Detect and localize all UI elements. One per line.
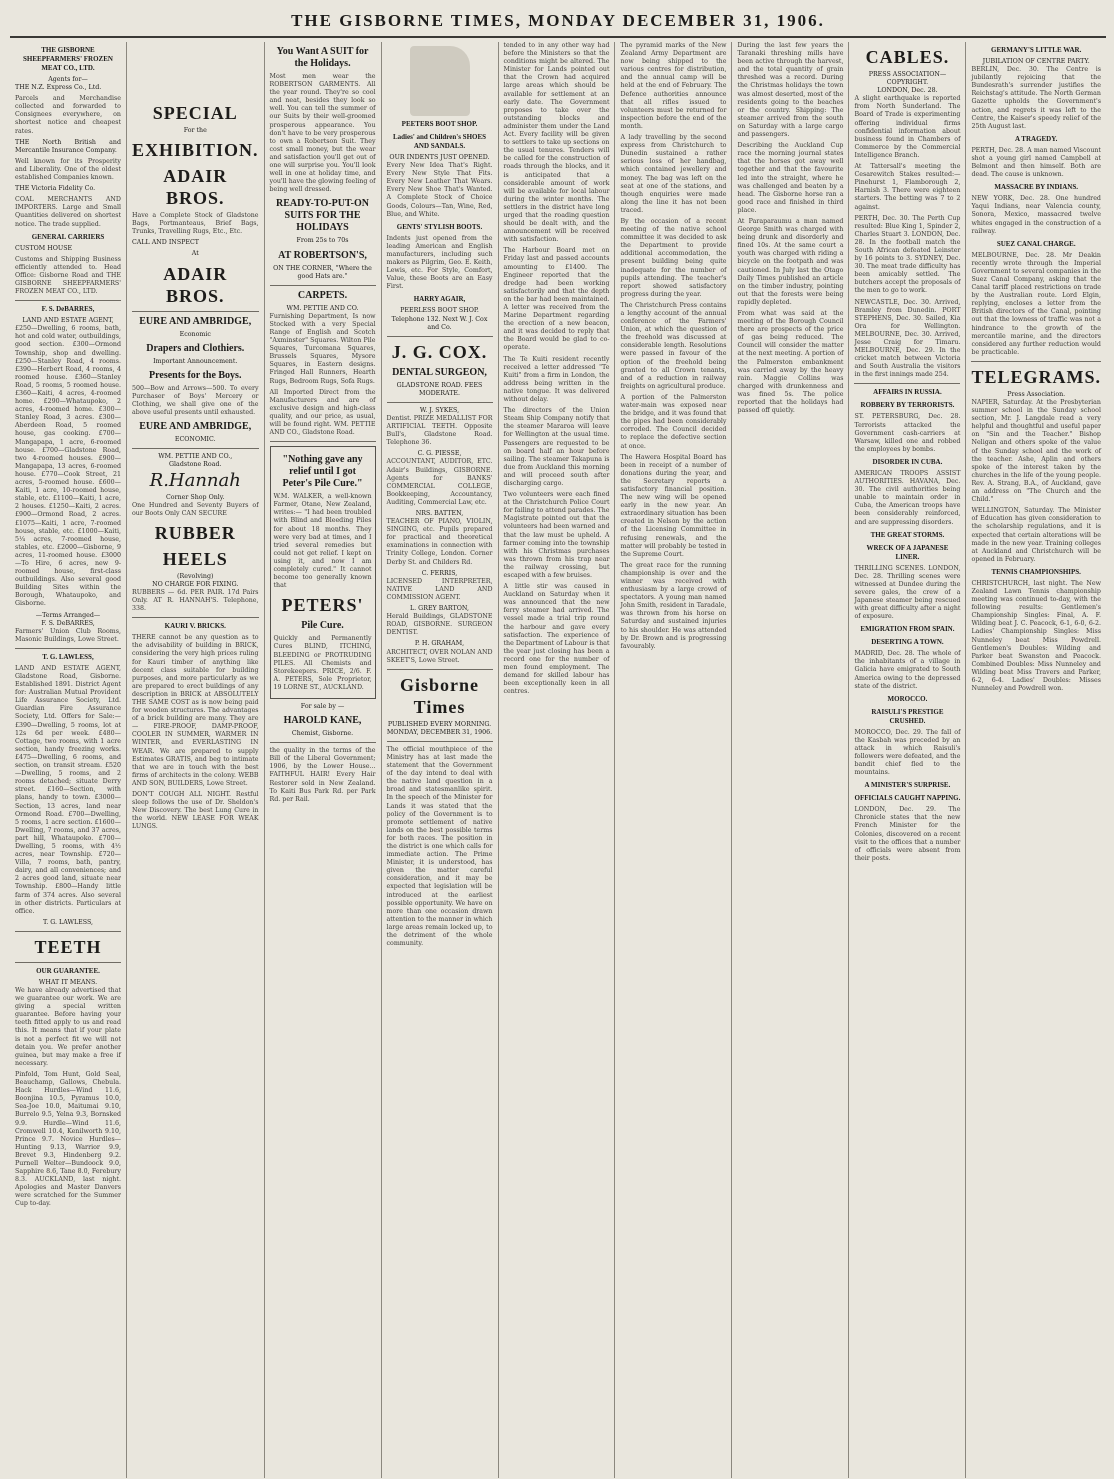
columns [10, 42, 1106, 1478]
heading-teeth: TEETH [34, 936, 102, 957]
column-8 [849, 42, 966, 1478]
cable-text: MADRID, Dec. 28. The whole of the inhabitants of a village in Galicia have emigrated to South America owing to the depressed state of the district. [854, 650, 961, 690]
heading-presents: Presents for the Boys. [149, 369, 242, 381]
editorial-text: The official mouthpiece of the Ministry has at last made the statement that the Government of the day intend to deal with the native land question in a broad and statesmanlike spirit. In the speech of the Minister for Lands it was stated that the policy of the Government is to promote settlement of native lands on the best possible terms for both races. The position in the district is one which calls for immediate action. The Prime Minister, it is understood, has given the matter careful consideration, and it may be expected that legislation will be introduced at the earliest possible opportunity. We have on more than one occasion drawn attention to the manner in which large areas remain locked up, to the detriment of the whole community. [386, 745, 493, 948]
economic: ECONOMIC. [174, 436, 216, 444]
divider [15, 648, 121, 649]
heading-telegrams: TELEGRAMS. [971, 366, 1101, 387]
economic: Economic [179, 330, 211, 338]
divider [132, 448, 259, 449]
heading-boot-shop: PEETERS BOOT SHOP. [401, 120, 478, 128]
heading-deserting: DESERTING A TOWN. [871, 638, 944, 647]
peerless: PEERLESS BOOT SHOP. Telephone 132. Next W. J. Cox and Co. [391, 307, 488, 331]
barton: L. GREY BARTON, [410, 605, 469, 613]
sykes: W. J. SYKES, [419, 406, 460, 414]
for-sale: For sale by — [300, 702, 345, 710]
land-agent: LAND AND ESTATE AGENT, [22, 317, 114, 325]
heading-tragedy: A TRAGEDY. [1015, 134, 1058, 143]
heading-raisuli: RAISULI'S PRESTIGE CRUSHED. [871, 707, 944, 725]
divider [387, 336, 493, 337]
cable-text: PERTH, Dec. 28. A man named Viscount shot a young girl named Campbell at Belmont and then himself. Both are dead. The cause is unknown. [971, 146, 1101, 179]
heading-minister: A MINISTER'S SURPRISE. [864, 781, 951, 790]
boot-illustration [410, 46, 470, 116]
news-text: The Christchurch Press contains a lengthy account of the annual conference of the Farmers' Union, at which the question of the freehold was discussed at considerable length. Resolutions were passed in favour of the option of the freehold being granted to all Crown tenants, and of a reduction in railway freights on agricultural produce. [620, 301, 727, 390]
filler-text: Well known for its Prosperity and Liberality. One of the oldest established Companies known. [15, 157, 121, 182]
column-3 [265, 42, 382, 1478]
terms: —Terms Arranged— [35, 611, 101, 619]
heading-general-carriers: GENERAL CARRIERS [31, 232, 105, 241]
heading-suez: SUEZ CANAL CHARGE. [996, 239, 1076, 248]
divider [387, 669, 493, 670]
filler-text: LICENSED INTERPRETER, NATIVE LAND AND COMMISSION AGENT. [386, 577, 493, 601]
cable-text: A slight earthquake is reported from North Sunderland. The Board of Trade is experimenting offering individual firms confidential information about business found in Chambers of Commerce by the Commercial Intelligence Branch. [854, 95, 961, 159]
news-text: By the occasion of a recent meeting of the native school committee it was decided to ask the Department to provide additional accommodation, the present building being quite inadequate for the number of pupils attending. The teacher's report showed satisfactory progress during the year. [620, 217, 727, 298]
filler-text: Every New Idea That's Right. Every New Style That Fits. Every New Leather That Wears. Every New Shoe That's Wanted. A Complete Stock of Choice Goods, Colours—Tan, Wine, Red, Blue, and White. [386, 162, 493, 218]
news-text: The directors of the Union Steam Ship Company notify that the steamer Mararoa will leave for Wellington at the usual time. Passengers are requested to be on board half an hour before sailing. The steamer Takapuna is due from Auckland this morning and will proceed south after discharging cargo. [503, 407, 610, 487]
custom-house: CUSTOM HOUSE [15, 244, 73, 252]
cable-text: NAPIER, Saturday. At the Presbyterian summer school in the Sunday school section, Mr. J. Langdale read a very helpful and thoughtful and useful paper on "Sin and the Teacher." Bishop Neligan and others spoke of the value of the Sunday school and the work of the teacher. Ashe, Aplin and others spoke of the interest taken by the churches in the life of the young people. Rev. A. Strang, B.A., of Auckland, gave an address on "The Church and the Child." [971, 399, 1101, 504]
heading-adair: ADAIR BROS. [163, 166, 228, 209]
heading-germany: GERMANY'S LITTLE WAR. [991, 46, 1082, 54]
heading-massacre: MASSACRE BY INDIANS. [994, 183, 1078, 192]
batten: NRS. BATTEN, [415, 510, 464, 517]
wm-pettie: WM. PETTIE AND CO., [158, 453, 233, 461]
heading-eure: EURE AND AMBRIDGE, [139, 315, 252, 327]
heading-dental: DENTAL SURGEON, [392, 366, 487, 378]
agent-item: THE Victoria Fidelity Co. [15, 185, 96, 193]
heading-guarantee: OUR GUARANTEE. [36, 966, 100, 975]
heading-heels: HEELS [162, 548, 228, 569]
filler-text: Indents just opened from the leading American and English manufacturers, including such makers as Pilgrim, Geo. E. Keith, Lewis, etc. For Style, Comfort, Value, these Boots are an Easy First. [386, 234, 493, 291]
gladstone-road: GLADSTONE ROAD. FEES MODERATE. [396, 381, 483, 397]
lawless-repeat: T. G. LAWLESS, [42, 918, 94, 926]
heading-lawless: T. G. LAWLESS, [42, 652, 94, 661]
heading-want-suit: You Want A SUIT for the Holidays. [276, 46, 369, 69]
filler-text: Most men wear the ROBERTSON GARMENTS. All the year round. They're so cool and neat, besides they look so well. You can tell the summer of our Suits by their well-groomed prosperous appearance. You don't have to be very prosperous to own a Robertson Suit. They cost small money, but the wear and satisfaction you'll get out of one will surprise you. You'll look well in one at holiday time, and you'll have the glowing feeling of being well dressed. [269, 73, 376, 194]
filler-text: THERE cannot be any question as to the advisability of building in BRICK, considering the very high prices ruling for Kauri timber of anything like decent class suitable for building purposes, and more particularly as we are prepared to erect buildings of any description in BRICK at ABSOLUTELY THE SAME COST as is now being paid for wooden structures. The advantages of a brick building are many. They are — FIRE-PROOF, DAMP-PROOF, COOLER IN SUMMER, WARMER IN WINTER, and EVERLASTING IN WEAR. We are prepared to supply Estimates GRATIS, and beg to intimate that we are in touch with the best firms of architects in the colony. WEBB AND SON, BUILDERS, Lowe Street. [131, 634, 259, 787]
divider [387, 402, 493, 403]
divider [270, 285, 376, 286]
heading-sheepfarmers: THE GISBORNE SHEEPFARMERS' FROZEN MEAT CO., LTD. [23, 46, 113, 72]
column-2 [127, 42, 265, 1478]
heading-robertson: AT ROBERTSON'S, [278, 249, 367, 261]
column-5 [499, 42, 616, 1478]
heading-carpets: CARPETS. [297, 289, 348, 301]
filler-text: Herald Buildings, GLADSTONE ROAD, GISBORNE. SURGEON DENTIST. [386, 613, 493, 637]
filler-text: 500—Bow and Arrows—500. To every Purchaser of Boys' Mercery or Clothing, we shall give one of the above useful presents until exhausted. [131, 384, 259, 417]
at-label: At [191, 250, 199, 258]
no-charge: NO CHARGE FOR FIXING. [152, 580, 239, 588]
filler-text: the quality in the terms of the Bill of the Liberal Government; 1906, by the Lower House... FAITHFUL HAIR! Every Hair Restorer sold in New Zealand. To Kaiti Bus Park Rd. per Park Rd. per Rail. [269, 747, 376, 803]
heading-russia: AFFAIRS IN RUSSIA. [873, 388, 942, 397]
filler-text: COAL MERCHANTS AND IMPORTERS. Large and Small Quantities delivered on shortest notice. The trade supplied. [15, 196, 121, 228]
heading-harry: HARRY AGAIR, [413, 295, 466, 304]
quote-headline: "Nothing gave any relief until I got Peter's Pile Cure." [282, 454, 363, 490]
filler-text: Have a Complete Stock of Gladstone Bags, Portmanteaus, Brief Bags, Trunks, Travelling Rugs, Etc., Etc. [131, 212, 259, 236]
column-9 [966, 42, 1106, 1478]
divider [15, 300, 121, 301]
jubilation: JUBILATION OF CENTRE PARTY. [982, 58, 1090, 65]
agent-item: THE N.Z. Express Co., Ltd. [15, 84, 102, 92]
heading-cox: J. G. COX. [391, 341, 488, 362]
cable-text: CHRISTCHURCH, last night. The New Zealand Lawn Tennis championship meeting was continued to-day, with the following results: Gentlemen's Championship Singles: Final, A. F. Wilding beat J. C. Peacock, 6-1, 6-0, 6-2. Ladies' Championship Singles: Miss Nunneley beat Miss Powdrell. Gentlemen's Doubles: Wilding and Parker beat Swanston and Peacock. Combined Doubles: Miss Nunneley and Wilding beat Miss Travers and Parker, 6-2, 6-4. Ladies' Doubles: Misses Nunneley and Powdrell won. [971, 579, 1101, 693]
heading-officials: OFFICIALS CAUGHT NAPPING. [854, 794, 961, 803]
filler-listings: LAND AND ESTATE AGENT, Gladstone Road, Gisborne. Established 1891. District Agent for: Australian Mutual Provident Life Assurance Society, Ltd. Guardian Fire Assurance Society, Ltd. Offers for Sale:— £390—Dwelling, 5 rooms, lot at 12s 6d per week. £480—Cottage, two rooms, with 1 acre section, handy freezing works. £475—Dwelling, 6 rooms, and section, on transit stream. £520—Dwelling, 5 rooms, and 2 rooms detached; situate Derry street. £160—Section, with plans, handy to town. £3000—Section, 13 acres, land near Ormond Road. £700—Dwelling, 5 rooms, 1 acre section. £1600—Dwelling, 7 rooms, and 37 acres, part hill, Whataupoko. £700—Dwelling, 5 rooms, with 4½ acres, near Township. £720—Villa, 7 rooms, bath, pantry, dairy, and all conveniences; and 2 acres good land, situate near Township. £800—Handy little farm of 374 acres. Also several in other districts. Particulars at office. [15, 664, 121, 915]
divider [15, 931, 121, 932]
news-text: A little stir was caused in Auckland on Saturday when it was announced that the new ferry steamer had arrived. The vessel made a trial trip round the harbour and gave every satisfaction. The experience of the Department of Labour is that the year just closing has been a record one for the number of men found employment. The demand for skilled labour has been exceptionally keen in all centres. [503, 583, 610, 696]
divider [971, 361, 1101, 362]
divider [854, 383, 960, 384]
heading-adair-repeat: ADAIR BROS. [163, 263, 228, 306]
filler-text: Pinfold, Tom Hunt, Gold Seal, Beauchamp, Gallows, Chebula. Hack Hurdles—Wind 11.6, Boonjina 10.5, Pyramus 10.0, Sea-Joe 10.0, Maitumai 9.10, Burrelo 9.5, Yelna 9.3, Bornsked 9.9. Hurdle—Wind 11.6, Cromwell 10.4, Kenilworth 9.10, Prince 9.7. Novice Hurdles—Hunting 9.13, Warrior 9.9, Brevet 9.3, Hindenberg 9.2. Purnell Welter—Bundoock 9.0, Sapphire 8.6, Tane 8.0, Ferebury 8.3. AUCKLAND, last night. Apologies and Master Danvers were scratched for the Summer Cup to-day. [15, 1070, 121, 1208]
news-text: A lady travelling by the second express from Christchurch to Dunedin sustained a rather serious loss of her handbag, which contained jewellery and money. The bag was left on the seat at one of the stations, and though enquiries were made along the line it has not been traced. [620, 134, 727, 214]
cable-text: ST. PETERSBURG, Dec. 28. Terrorists attacked the Government cash-carriers at Warsaw, killed one and robbed the employees by bombs. [854, 413, 961, 453]
heading-special: SPECIAL [152, 103, 238, 123]
cable-text: WELLINGTON, Saturday. The Minister of Education has given consideration to the scholarship regulations, and it is expected that certain alterations will be made in the new year. Training colleges at Auckland and Christchurch will be opened in February. [971, 507, 1101, 563]
news-text: The Harbour Board met on Friday last and passed accounts amounting to £1400. The Engineer reported that the dredge had been working satisfactorily and that the depth on the bar had been maintained. A letter was received from the Marine Department regarding the erection of a new beacon, and it was decided to reply that the Board would be glad to co-operate. [503, 247, 610, 352]
filler-text: Parcels and Merchandise collected and forwarded to Consignees everywhere, on shortest notice and cheapest rates. [15, 95, 121, 135]
column-7 [732, 42, 849, 1478]
filler-text: RUBBERS — 6d. PER PAIR. 17d Pairs Only. AT R. HANNAH'S. Telephone, 338. [131, 588, 259, 613]
heading-emigration: EMIGRATION FROM SPAIN. [860, 625, 955, 634]
masthead: THE GISBORNE TIMES, MONDAY DECEMBER 31, 1906. [10, 6, 1106, 38]
peters-advert [270, 446, 376, 699]
cable-text: BERLIN, Dec. 30. The Centre is jubilantly rejoicing that the Bundesrath's surrender justifies the Reichstag's attitude. The North German Gazette upholds the Government's action, and regrets it was left to the Centre, the Kaiser's speedy relief of the 25th August last. [971, 66, 1101, 130]
filler-text: Furnishing Department, Is now Stocked with a very Special Range of English and Scotch "Axminster" Squares. Wilton Pile Squares, Turcomana Squares, Brussels Squares, Mysore Squares, in Eastern designs. Fringed Hall Runners, Hearth Rugs, Bedroom Rugs, Sofa Rugs. [269, 312, 376, 385]
news-text: A portion of the Palmerston water-main was exposed near the bridge, and it was found that the pipes had been considerably corroded. The Council decided to replace the defective section at once. [620, 393, 727, 450]
heading-cables: CABLES. [865, 47, 950, 67]
filler-text: TEACHER OF PIANO, VIOLIN, SINGING, etc. Pupils prepared for practical and theoretical examinations in connection with Trinity College, London. Corner Derby St. and Childers Rd. [386, 518, 493, 566]
cable-text: NEW YORK, Dec. 28. One hundred Yaqui Indians, near Valencia county, Sonora, Mexico, massacred twelve whites engaged in the construction of a railway. [971, 195, 1101, 235]
for-the: For the [183, 127, 207, 134]
news-text: tended to in any other way had before the Ministers so that the conditions might be altered. The Minister for Lands pointed out that the Crown had acquired large areas which should be available for settlement at an early date. The Government proposes to take over the outstanding blocks and administer them under the Land Act. Every facility will be given to settlers to take up sections on the usual tenures. Tenders will be called for the construction of roads through the blocks, and it is anticipated that a considerable amount of work will be available for local labour during the winter months. The settlers in the district have long urged that the roading question should be dealt with, and the announcement will be received with satisfaction. [503, 42, 610, 244]
column-1 [10, 42, 127, 1478]
on-corner: ON THE CORNER, "Where the good Hats are." [273, 264, 372, 280]
corner-shop: Corner Shop Only. [165, 493, 225, 501]
new-indents: OUR INDENTS JUST OPENED. [389, 154, 490, 161]
heading-exhibition: EXHIBITION. [131, 140, 259, 161]
news-text: Two volunteers were each fined at the Christchurch Police Court for failing to attend parades. The Magistrate pointed out that the volunteers had been warned and that the law must be upheld. A farmer coming into the township with his Christmas purchases was thrown from his trap near the railway crossing, but escaped with a few bruises. [503, 491, 610, 579]
heading-cuba: DISORDER IN CUBA. [872, 457, 943, 466]
news-text: At Paraparaumu a man named George Smith was charged with being drunk and disorderly and fined 10s. At the same court a youth was charged with riding a bicycle on the footpath and was cautioned. In July last the Otago Daily Times published an article on the timber industry, pointing out that the forests were being rapidly depleted. [737, 217, 844, 306]
news-text: The great race for the running championship is over and the winner was received with enthusiasm by a large crowd of spectators. A young man named John Smith, resident in Taradale, was thrown from his horse on Saturday and sustained injuries to his shoulder. He was attended by Dr. Brown and is progressing favourably. [620, 561, 727, 650]
published: PUBLISHED EVERY MORNING. [387, 720, 492, 728]
filler-text: All Imported Direct from the Manufacturers and are of exclusive design and high-class quality, and our price, as usual, will be found right. WM. PETTIE AND CO., Gladstone Road. [269, 388, 376, 437]
heading-robbery: ROBBERY BY TERRORISTS. [860, 401, 955, 410]
heading-kauri: KAURI V. BRICKS. [164, 622, 226, 631]
graham: P. H. GRAHAM, [414, 640, 465, 648]
filler-listings: £250—Dwelling, 6 rooms, bath, hot and cold water, outbuildings, good section. £300—Ormond Township, shop and dwelling. £250—Stanley Road, 4 rooms. £390—Herbert Road, 4 rooms, 4 roomed house. £360—Stanley Road, 5 rooms, 5 roomed house. £360—Kaiti, 4 acres, 4-roomed home. £290—Whataupoko, 2 acres, 4-roomed home. £300—Stanley Road, 3 acres. £300—Aberdeen Road, 5 roomed house, gas cooking. £700—Mangapapa, 1 acre, 6-roomed house. £700—Gladstone Road, two 4-roomed houses. £900—Mangapapa, 13 acres, 6-roomed house. £770—Cook Street, 21 acres, 5-roomed house. £600—Kaiti, 1 acre, 10-roomed house, stable, etc. £1100—Kaiti, 1 acre, 2 houses. £1250—Kaiti, 2 acres. £900—Ormond Road, 2 acres. £1075—Kaiti, 1 acre, 7-roomed house, stable, etc. £1000—Kaiti, 5¼ acres, 7-roomed house, stables, etc. £2000—Gisborne, 9 acres, 11-roomed house. £3000—To Hire, 6 acres, new 9-roomed house, first-class outbuildings. Also several good Building Sites within the Borough, Whataupoko, and Gisborne. [15, 325, 121, 608]
divider [270, 441, 376, 442]
heading-eure-repeat: EURE AND AMBRIDGE, [139, 421, 252, 433]
date: MONDAY, DECEMBER 31, 1906. [386, 728, 493, 736]
divider [15, 962, 121, 963]
filler-text: One Hundred and Seventy Buyers of our Boots Only CAN SECURE [131, 501, 259, 517]
cable-text: PERTH, Dec. 30. The Perth Cup resulted: Blue King 1, Spinder 2, Charles Stuart 3. LONDON, Dec. 28. In the football match the South African defeated Leinster by 16 points to 3. SYDNEY, Dec. 30. The meat trade difficulty has been amicably settled. The butchers accept the proposals of the men to go to work. [854, 214, 961, 295]
heading-wreck: WRECK OF A JAPANESE LINER. [866, 543, 949, 561]
cable-text: At Tattersall's meeting the Cesarewitch Stakes resulted:— Pinehurst 1, Flamborough 2, Harnish 3. There were eighteen starters. The betting was 7 to 2 against. [854, 163, 961, 211]
price-range: From 25s to 70s [296, 237, 349, 245]
divider [132, 311, 259, 312]
hannah-signature: R.Hannah [149, 470, 241, 492]
filler-text: Customs and Shipping Business efficiently attended to. Head Office: Gisborne Road and THE GISBORNE SHEEPFARMERS' FROZEN MEAT CO., LTD. [15, 255, 121, 296]
cable-text: MOROCCO, Dec. 29. The fall of the Kasbah was preceded by an attack in which Raisuli's followers were defeated, and the bandit chief fled to the mountains. [854, 728, 961, 777]
heading-ready: READY-TO-PUT-ON SUITS FOR THE HOLIDAYS [276, 198, 370, 234]
filler-text: ARCHITECT, OVER NOLAN AND SKEET'S, Lowe Street. [386, 648, 493, 664]
heading-rubber: RUBBER [154, 522, 236, 543]
column-6 [615, 42, 732, 1478]
ferris: C. FERRIS, [421, 569, 458, 577]
filler-text: Dentist. PRIZE MEDALLIST FOR ARTIFICIAL TEETH. Opposite Bull's, Gladstone Road. Telephone 36. [386, 414, 493, 447]
agent-item: THE North British and Mercantile Insurance Company. [15, 138, 121, 154]
column-4 [382, 42, 499, 1478]
divider [270, 742, 376, 743]
news-text: The pyramid marks of the New Zealand Army Department are now being shipped to the various centres for distribution, and the annual camp will be held at the end of February. The Defence authorities announce that all rifles issued to volunteers must be returned for inspection before the end of the month. [620, 42, 727, 130]
revolving: (Revolving) [177, 572, 214, 580]
heading-drapers: Drapers and Clothiers. [146, 342, 245, 354]
heading-storms: THE GREAT STORMS. [870, 530, 945, 539]
chemist: Chemist, Gisborne. [291, 730, 354, 738]
press-assoc: PRESS ASSOCIATION—COPYRIGHT. [868, 71, 947, 87]
cable-text: NEWCASTLE, Dec. 30. Arrived, Bramley from Dunedin. PORT STEPHENS, Dec. 30. Sailed, Kia Ora for Wellington. MELBOURNE, Dec. 30. Arrived, Jesse Craig for Timaru. MELBOURNE, Dec. 29. In the cricket match between Victoria and South Australia the visitors in the first innings made 254. [854, 298, 961, 379]
news-text: The Te Kuiti resident recently received a letter addressed "Te Kuiti" from a firm in London, the address being written in the native tongue. It was delivered without delay. [503, 355, 610, 404]
filler-text: DON'T COUGH ALL NIGHT. Restful sleep follows the use of Dr. Sheldon's New Discovery. The best Lung Cure in the world. NEW LEASE FOR WEAK LUNGS. [131, 791, 259, 831]
call-inspect: CALL AND INSPECT [131, 239, 199, 247]
wm-pettie: WM. PETTIE AND CO. [286, 304, 359, 312]
filler-text: ACCOUNTANT, AUDITOR, ETC. Adair's Buildings, GISBORNE. Agents for BANKS' COMMERCIAL COLLEGE, Bookkeeping, Accountancy, Auditing, Commercial Law, etc. [386, 458, 493, 506]
heading-ladies: Ladies' and Children's SHOES AND SANDALS. [392, 133, 487, 150]
heading-gents: GENTS' STYLISH BOOTS. [396, 222, 483, 231]
filler-text: W.M. WALKER, a well-known Farmer, Otane, New Zealand, writes:— "I had been troubled with Blind and Bleeding Piles for about 18 months. They were very bad at times, and I tried several remedies but could not get relief. I kept on using it, and now I am completely cured." It cannot become too generally known that [273, 493, 372, 590]
announcement: Important Announcement. [153, 357, 238, 365]
broker-repeat: F. S. DeBARRES, [41, 619, 95, 627]
divider [132, 617, 259, 618]
heading-peters: PETERS' [281, 595, 364, 616]
agents-label: Agents for— [48, 76, 88, 83]
piesse: C. G. PIESSE, [417, 450, 462, 458]
press-association: Press Association. [1007, 390, 1066, 398]
news-text: From what was said at the meeting of the Borough Council there are prospects of the price of gas being reduced. The Council will consider the matter at the next meeting. A portion of the Palmerston embankment was carried away by the heavy rain. Maggie Collins was charged with drunkenness and was fined 5s. The police reported that the holidays had passed off quietly. [737, 310, 844, 415]
news-text: During the last few years the Taranaki threshing mills have been active through the harvest, and the total quantity of grain threshed was a record. During the Christmas holidays the town was almost deserted, most of the residents going to the beaches or the country. Shipping: The steamer arrived from the south on Saturday with a large cargo and passengers. [737, 42, 844, 139]
london-dateline: LONDON, Dec. 28. [877, 87, 938, 95]
heading-gisborne-times: Gisborne Times [400, 674, 480, 717]
heading-tennis: TENNIS CHAMPIONSHIPS. [991, 567, 1081, 576]
heading-kane: HAROLD KANE, [283, 715, 362, 727]
filler-text: Farmers' Union Club Rooms, Masonic Buildings, Lowe Street. [15, 627, 121, 643]
what-it-means: WHAT IT MEANS. [38, 978, 98, 986]
filler-text: We have already advertised that we guarantee our work. We are giving a special written guarantee. Before having your teeth fitted apply to us and read this. It means that if your plate is not a perfect fit we will not detain you. We prefer another guinea, but may make a free if necessary. [15, 987, 121, 1067]
gladstone-road: Gladstone Road. [169, 461, 222, 469]
filler-text: Quickly and Permanently Cures BLIND, ITCHING, BLEEDING or PROTRUDING PILES. All Chemists and Storekeepers. PRICE, 2/6. F. A. PETERS, Sole Proprietor, 19 LORNE ST., AUCKLAND. [273, 635, 372, 691]
divider [387, 741, 493, 742]
cable-text: THRILLING SCENES. LONDON, Dec. 28. Thrilling scenes were witnessed at Dundee during the severe gales, the crew of a Japanese steamer being rescued with great difficulty after a night of exposure. [854, 564, 961, 621]
news-text: The Hawera Hospital Board has been in receipt of a number of donations during the year, and the Secretary reports a satisfactory financial position. The new wing will be opened early in the new year. An extraordinary situation has been created in Nelson by the action of the Licensing Committee in refusing renewals, and the matter will probably be tested in the Supreme Court. [620, 453, 727, 558]
cable-text: MELBOURNE, Dec. 28. Mr Deakin recently wrote through the Imperial Government to several companies in the Suez Canal Company, asking that the Canal tariff placed restrictions on trade by the Australian route. Lord Elgin, replying, encloses a letter from the British directors of the Canal, pointing out that the lowness of traffic was not a hindrance to the growth of the mercantile marine, and the directors considered any further reduction would be practicable. [971, 251, 1101, 356]
heading-pile-cure: Pile Cure. [301, 620, 344, 632]
news-text: Describing the Auckland Cup race the morning journal states that the horses got away well together and that the favourite led into the straight, where he was challenged and beaten by a head. The Gisborne horse ran a good race and finished in third place. [737, 142, 844, 214]
heading-debarres: F. S. DeBARRES, [41, 305, 95, 314]
cable-text: LONDON, Dec. 29. The Chronicle states that the new French Minister for the Colonies, discovered on a recent visit to the offices that a number of officials were absent from their posts. [854, 806, 961, 862]
cable-text: AMERICAN TROOPS ASSIST AUTHORITIES. HAVANA, Dec. 30. The civil authorities being unable to maintain order in Cuba, the American troops have been considerably reinforced, and are suppressing disorders. [854, 469, 961, 526]
heading-morocco: MOROCCO. [887, 694, 928, 703]
